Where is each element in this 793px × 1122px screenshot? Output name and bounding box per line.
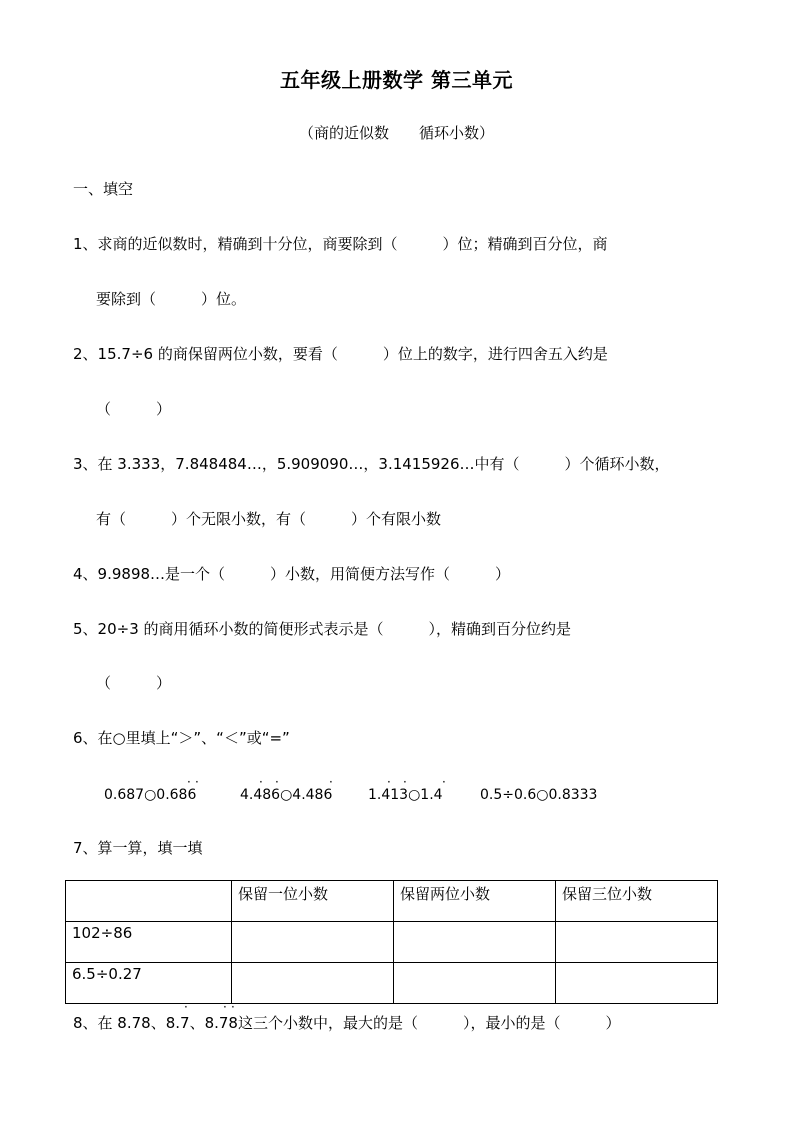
question-3-line-2: 有（ ）个无限小数，有（ ）个有限小数 bbox=[96, 510, 442, 528]
table-row bbox=[66, 963, 718, 1004]
question-5-line-2: （ ） bbox=[96, 674, 172, 692]
table-header-cell: 保留三位小数 bbox=[556, 881, 718, 922]
repeat-dot: · bbox=[195, 775, 199, 789]
table-cell: 102÷86 bbox=[66, 922, 232, 963]
question-3-line-1: 3、在 3.333，7.848484…，5.909090…，3.1415926…中有（ ）个循环小数， bbox=[73, 455, 670, 473]
repeat-dot: · bbox=[231, 1000, 235, 1014]
answer-cell[interactable] bbox=[394, 922, 556, 963]
section-heading: 一、填空 bbox=[73, 180, 134, 198]
repeat-dot: · bbox=[223, 1000, 227, 1014]
compare-item-3-text: 1.413○1.4 bbox=[368, 787, 443, 803]
repeat-dot: · bbox=[403, 775, 407, 789]
compare-item-1-text: 0.687○0.686 bbox=[104, 787, 197, 803]
compare-item-2-text: 4.486○4.486 bbox=[240, 787, 333, 803]
repeat-dot: · bbox=[259, 775, 263, 789]
page-subtitle: （商的近似数 循环小数） bbox=[298, 124, 494, 142]
table-header-row bbox=[66, 881, 718, 922]
rounding-table bbox=[65, 880, 718, 1004]
answer-cell[interactable] bbox=[232, 963, 394, 1004]
question-6-line-1: 6、在○里填上“＞”、“＜”或“=” bbox=[73, 729, 290, 747]
compare-item-4 bbox=[480, 787, 597, 803]
question-5-line-1: 5、20÷3 的商用循环小数的简便形式表示是（ ），精确到百分位约是 bbox=[73, 620, 572, 638]
table-row bbox=[66, 922, 718, 963]
question-2-line-1: 2、15.7÷6 的商保留两位小数，要看（ ）位上的数字，进行四舍五入约是 bbox=[73, 345, 608, 363]
answer-cell[interactable] bbox=[556, 922, 718, 963]
table-header-cell bbox=[66, 881, 232, 922]
compare-item-4-text: 0.5÷0.6○0.8333 bbox=[480, 787, 598, 803]
repeat-dot: · bbox=[184, 1000, 188, 1014]
answer-cell[interactable] bbox=[394, 963, 556, 1004]
repeat-dot: · bbox=[329, 775, 333, 789]
page-title: 五年级上册数学 第三单元 bbox=[280, 68, 513, 92]
answer-cell[interactable] bbox=[232, 922, 394, 963]
repeat-dot: · bbox=[187, 775, 191, 789]
question-8-text: 8、在 8.78、8.7、8.78这三个小数中，最大的是（ ），最小的是（ ） bbox=[73, 1014, 621, 1032]
table-cell: 6.5÷0.27 bbox=[66, 963, 232, 1004]
question-1-line-2: 要除到（ ）位。 bbox=[96, 290, 247, 308]
repeat-dot: · bbox=[387, 775, 391, 789]
compare-item-2 bbox=[240, 775, 333, 803]
repeat-dot: · bbox=[442, 775, 446, 789]
question-2-line-2: （ ） bbox=[96, 400, 172, 418]
compare-item-1 bbox=[104, 775, 199, 803]
answer-cell[interactable] bbox=[556, 963, 718, 1004]
question-4: 4、9.9898…是一个（ ）小数，用简便方法写作（ ） bbox=[73, 565, 511, 583]
compare-item-3 bbox=[368, 775, 446, 803]
table-header-cell: 保留两位小数 bbox=[394, 881, 556, 922]
question-8 bbox=[73, 1000, 621, 1033]
question-7: 7、算一算，填一填 bbox=[73, 839, 203, 857]
repeat-dot: · bbox=[275, 775, 279, 789]
table-header-cell: 保留一位小数 bbox=[232, 881, 394, 922]
question-1-line-1: 1、求商的近似数时，精确到十分位，商要除到（ ）位；精确到百分位，商 bbox=[73, 235, 608, 253]
